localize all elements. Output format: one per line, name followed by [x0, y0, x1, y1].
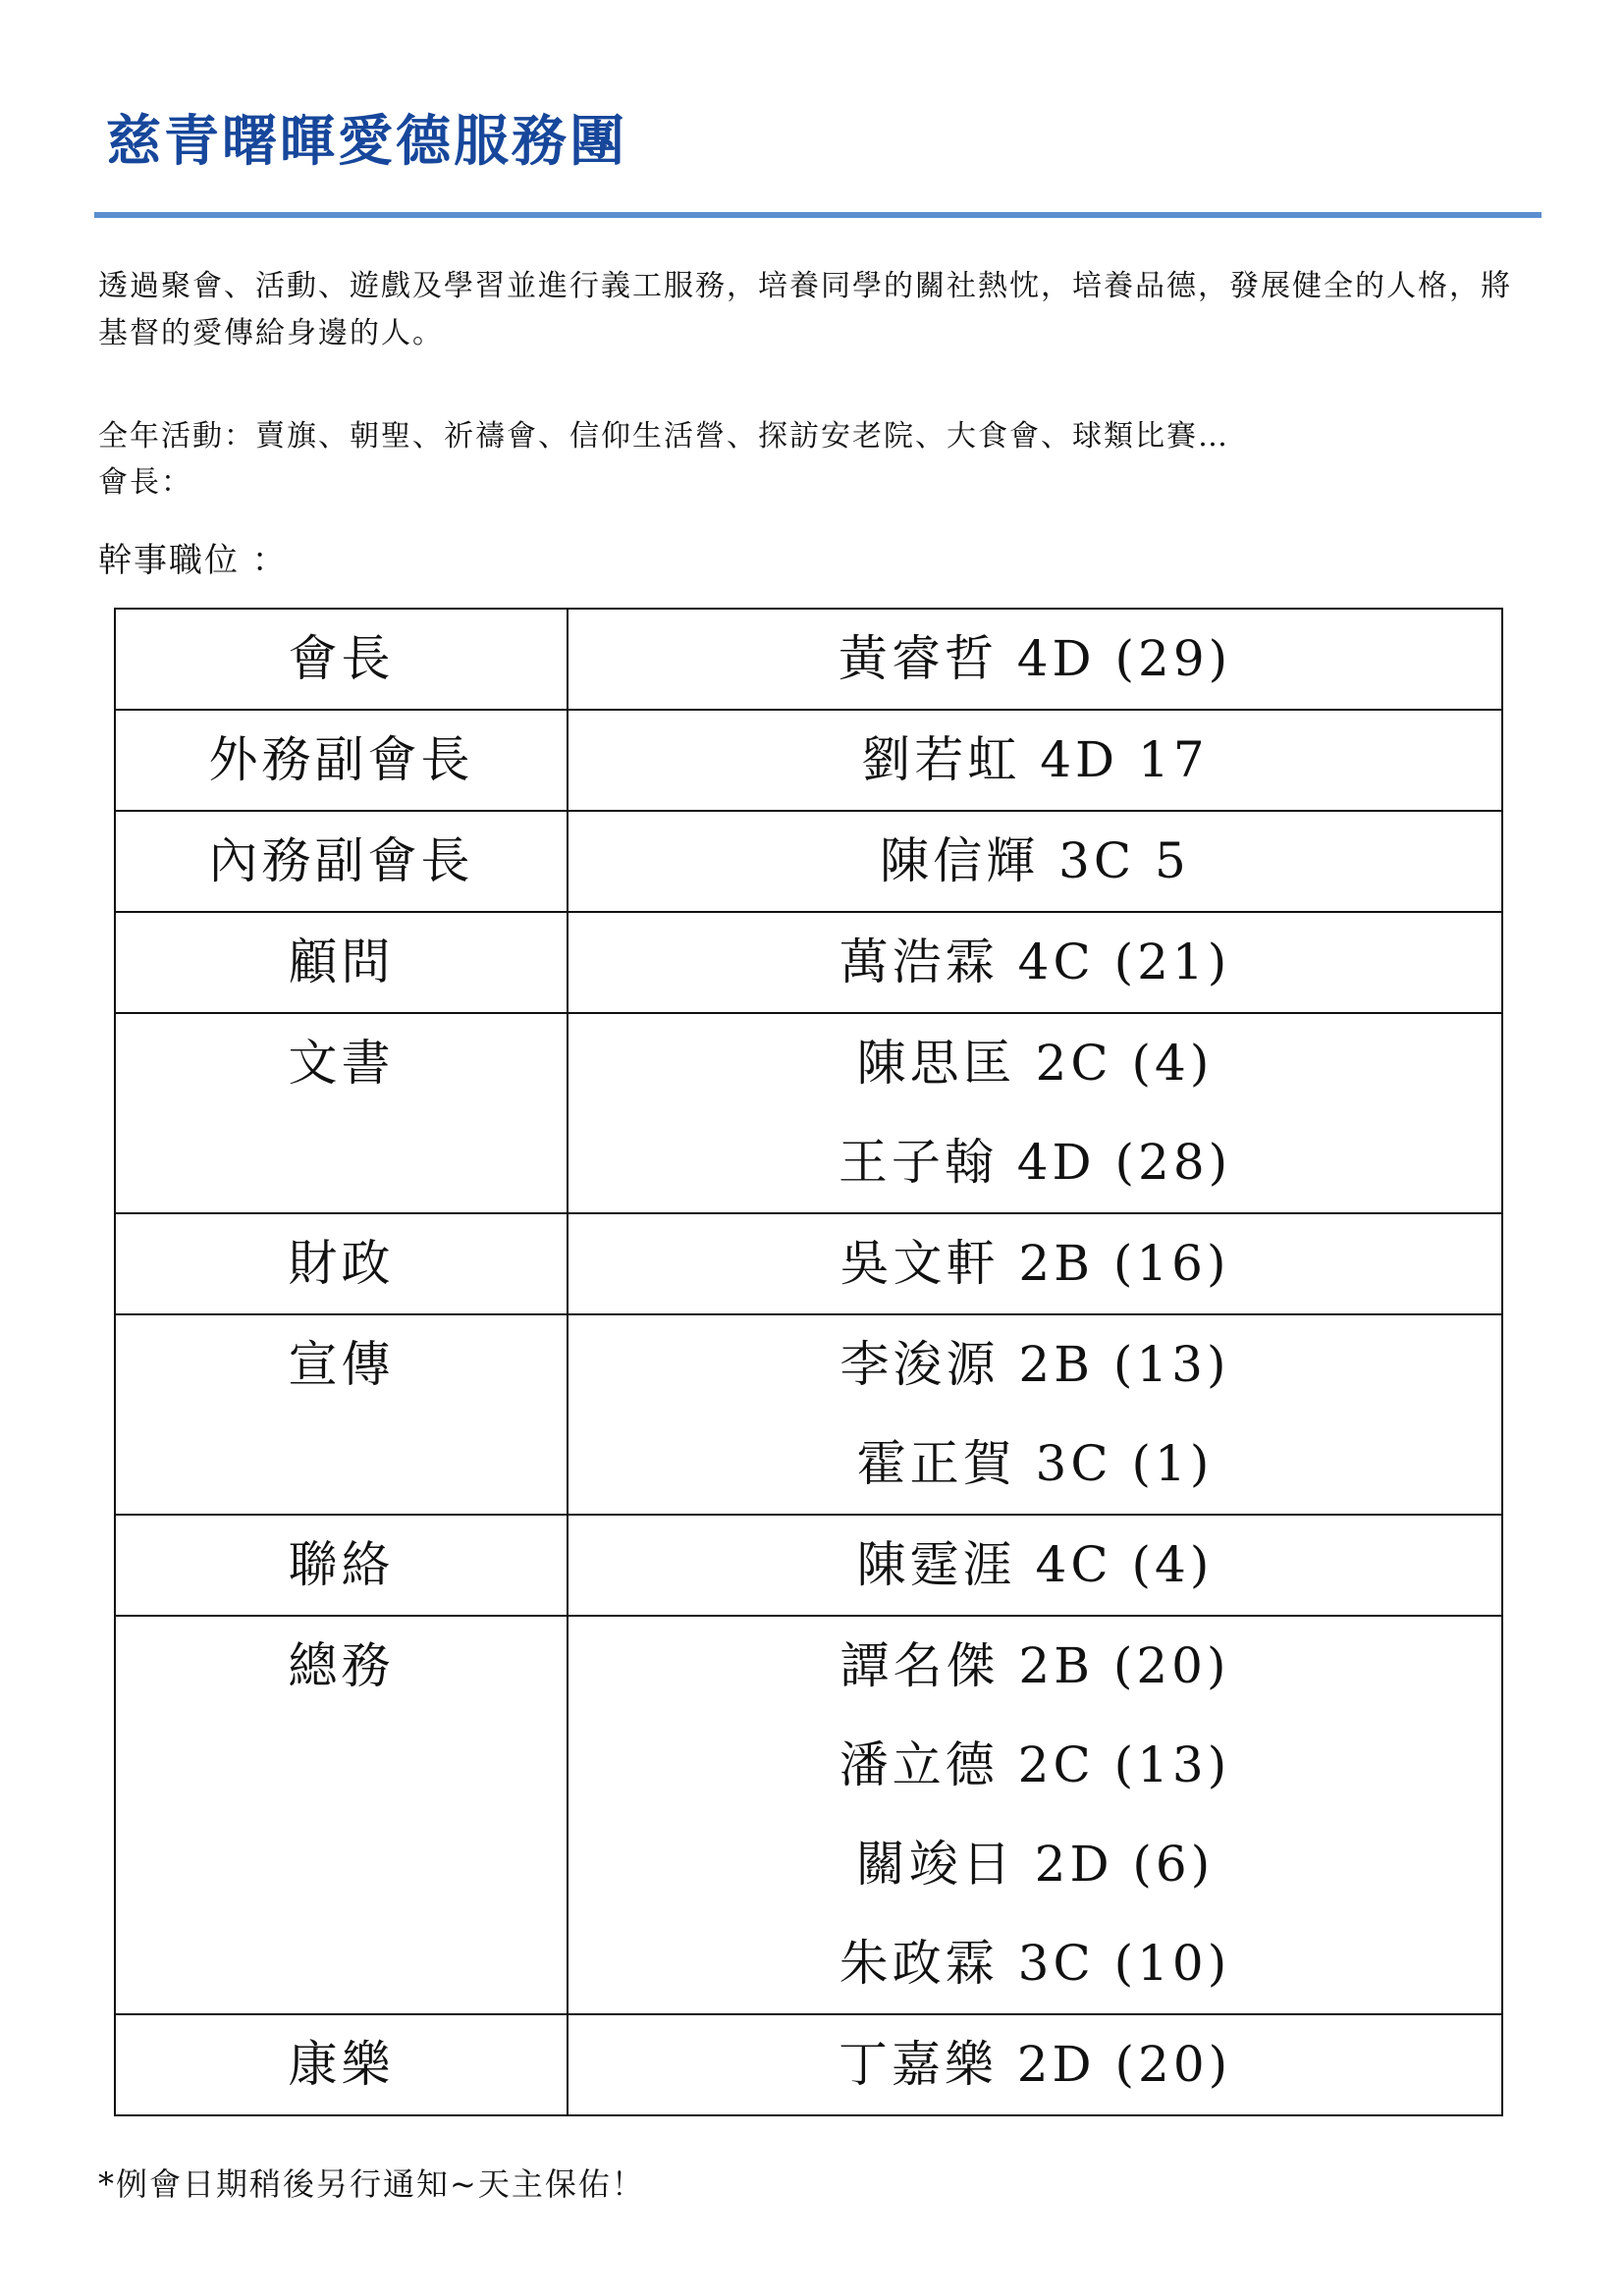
member-entry: 丁嘉樂 2D (20): [838, 2036, 1232, 2093]
role-label: 聯絡: [288, 1536, 395, 1593]
members-cell: [568, 1515, 1502, 1616]
role-cell: [115, 1515, 568, 1616]
exec-roster-table: [114, 608, 1503, 2116]
footnote: *例會日期稍後另行通知~天主保佑！: [98, 2165, 645, 2203]
role-cell: [115, 1616, 568, 2014]
member-entry: 霍正賀 3C (1): [856, 1435, 1214, 1492]
role-cell: [115, 1213, 568, 1314]
members-cell: [568, 1616, 1502, 2014]
member-entry: 黃睿哲 4D (29): [838, 630, 1232, 687]
roster-row: [115, 1314, 1502, 1515]
page-title: 慈青曙暉愛德服務團: [106, 109, 627, 174]
role-cell: [115, 710, 568, 811]
member-entry: 萬浩霖 4C (21): [839, 934, 1231, 990]
role-cell: [115, 2014, 568, 2115]
member-entry: 吳文軒 2B (16): [839, 1235, 1230, 1292]
members-cell: [568, 1013, 1502, 1213]
members-cell: [568, 609, 1502, 710]
roster-row: [115, 912, 1502, 1013]
role-label: 康樂: [288, 2036, 395, 2093]
roster-row: [115, 1013, 1502, 1213]
member-entry: 陳信輝 3C 5: [880, 832, 1190, 889]
members-cell: [568, 811, 1502, 912]
roster-row: [115, 609, 1502, 710]
roster-row: [115, 1213, 1502, 1314]
intro-paragraph: 透過聚會、活動、遊戲及學習並進行義工服務，培養同學的關社熱忱，培養品德，發展健全的人格，將基督的愛傳給身邊的人。: [98, 269, 1512, 350]
title-divider: [94, 212, 1542, 218]
member-entry: 關竣日 2D (6): [855, 1836, 1215, 1893]
member-entry: 劉若虹 4D 17: [861, 731, 1209, 788]
chair-label: 會長：: [98, 465, 192, 500]
member-entry: 譚名傑 2B (20): [839, 1637, 1230, 1694]
role-label: 文書: [288, 1035, 395, 1092]
activities-line: 全年活動：賣旗、朝聖、祈禱會、信仰生活營、探訪安老院、大食會、球類比賽…: [98, 419, 1229, 454]
members-cell: [568, 1314, 1502, 1515]
member-entry: 陳霆涯 4C (4): [856, 1536, 1214, 1593]
role-label: 內務副會長: [208, 832, 474, 889]
roster-row: [115, 710, 1502, 811]
roster-row: [115, 1515, 1502, 1616]
members-cell: [568, 1213, 1502, 1314]
member-entry: 陳思匡 2C (4): [856, 1035, 1214, 1092]
roster-row: [115, 811, 1502, 912]
role-cell: [115, 811, 568, 912]
member-entry: 王子翰 4D (28): [838, 1134, 1232, 1191]
role-cell: [115, 1013, 568, 1213]
role-cell: [115, 912, 568, 1013]
roster-body: [115, 609, 1502, 2115]
member-entry: 朱政霖 3C (10): [839, 1935, 1231, 1992]
role-label: 財政: [288, 1235, 395, 1292]
role-label: 總務: [288, 1637, 395, 1694]
roster-row: [115, 1616, 1502, 2014]
role-label: 顧問: [288, 934, 395, 990]
role-label: 宣傳: [288, 1336, 395, 1393]
member-entry: 潘立德 2C (13): [839, 1736, 1231, 1793]
members-cell: [568, 912, 1502, 1013]
role-cell: [115, 609, 568, 710]
role-label: 外務副會長: [208, 731, 474, 788]
roster-row: [115, 2014, 1502, 2115]
exec-heading: 幹事職位 ：: [98, 541, 288, 580]
role-cell: [115, 1314, 568, 1515]
member-entry: 李浚源 2B (13): [839, 1336, 1230, 1393]
members-cell: [568, 710, 1502, 811]
role-label: 會長: [288, 630, 395, 687]
members-cell: [568, 2014, 1502, 2115]
